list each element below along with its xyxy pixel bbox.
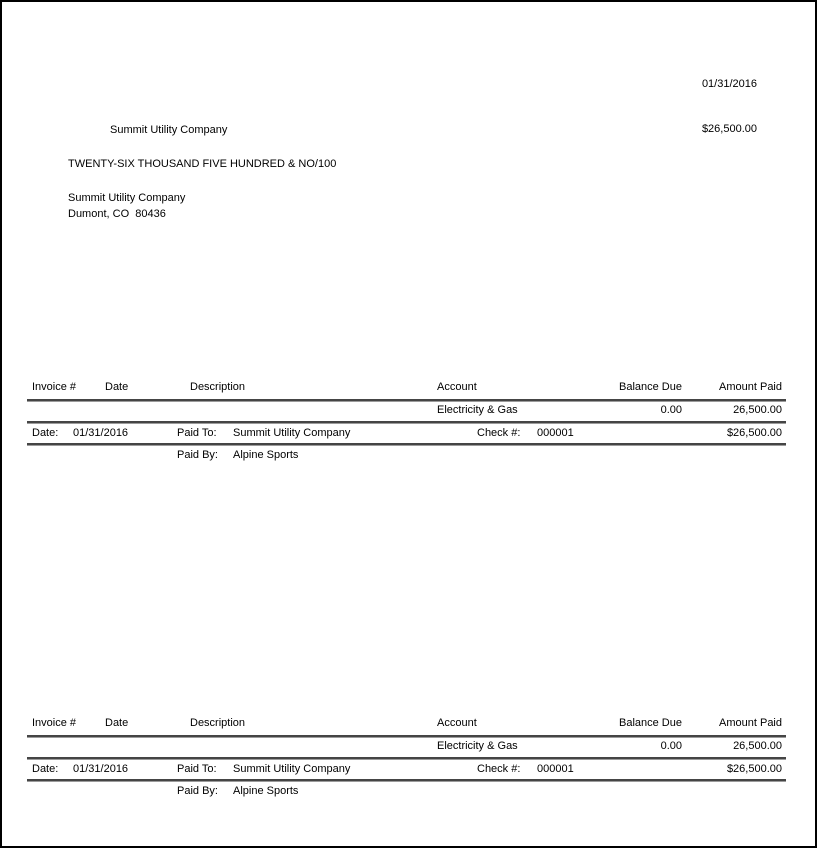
- stub-detail-amount-paid: 26,500.00: [733, 404, 782, 416]
- stub-col-header-description: Description: [190, 381, 246, 393]
- check-amount-in-words: TWENTY-SIX THOUSAND FIVE HUNDRED & NO/100: [68, 158, 337, 170]
- stub-col-header-invoice: Invoice #: [32, 717, 77, 729]
- stub-detail-balance-due: 0.00: [660, 404, 682, 416]
- stub-detail-account: Electricity & Gas: [437, 740, 518, 752]
- stub-divider: [27, 443, 786, 446]
- check-date: 01/31/2016: [701, 78, 757, 90]
- stub-col-header-balance-due: Balance Due: [619, 717, 682, 729]
- stub-divider: [27, 735, 786, 738]
- stub-col-header-date: Date: [105, 381, 129, 393]
- stub-summary-paid-to-label: Paid To:: [177, 763, 217, 775]
- stub-divider: [27, 779, 786, 782]
- stub-col-header-description: Description: [190, 717, 246, 729]
- stub-summary-check-number-label: Check #:: [477, 427, 521, 439]
- check-amount: $26,500.00: [701, 123, 757, 135]
- stub-col-header-amount-paid: Amount Paid: [719, 717, 782, 729]
- check-address-line-1: Summit Utility Company: [68, 192, 186, 204]
- stub-col-header-date: Date: [105, 717, 129, 729]
- stub-col-header-account: Account: [437, 381, 477, 393]
- stub-detail-balance-due: 0.00: [660, 740, 682, 752]
- stub-col-header-account: Account: [437, 717, 477, 729]
- stub-detail-amount-paid: 26,500.00: [733, 740, 782, 752]
- check-payee: Summit Utility Company: [110, 124, 228, 136]
- stub-summary-paid-to: Summit Utility Company: [233, 427, 351, 439]
- stub-paid-by-label: Paid By:: [177, 785, 218, 797]
- stub-col-header-amount-paid: Amount Paid: [719, 381, 782, 393]
- stub-summary-check-number: 000001: [537, 763, 574, 775]
- stub-summary-date: 01/31/2016: [73, 763, 129, 775]
- stub-summary-amount: $26,500.00: [726, 427, 782, 439]
- stub-summary-date-label: Date:: [32, 427, 59, 439]
- stub-summary-date-label: Date:: [32, 763, 59, 775]
- stub-detail-account: Electricity & Gas: [437, 404, 518, 416]
- stub-divider: [27, 421, 786, 424]
- stub-paid-by-label: Paid By:: [177, 449, 218, 461]
- stub-summary-date: 01/31/2016: [73, 427, 129, 439]
- stub-summary-check-number: 000001: [537, 427, 574, 439]
- stub-paid-by: Alpine Sports: [233, 785, 299, 797]
- stub-paid-by: Alpine Sports: [233, 449, 299, 461]
- stub-summary-check-number-label: Check #:: [477, 763, 521, 775]
- stub-col-header-balance-due: Balance Due: [619, 381, 682, 393]
- check-address-line-2: Dumont, CO 80436: [68, 208, 166, 220]
- stub-summary-paid-to-label: Paid To:: [177, 427, 217, 439]
- stub-divider: [27, 399, 786, 402]
- stub-col-header-invoice: Invoice #: [32, 381, 77, 393]
- stub-summary-paid-to: Summit Utility Company: [233, 763, 351, 775]
- stub-divider: [27, 757, 786, 760]
- stub-summary-amount: $26,500.00: [726, 763, 782, 775]
